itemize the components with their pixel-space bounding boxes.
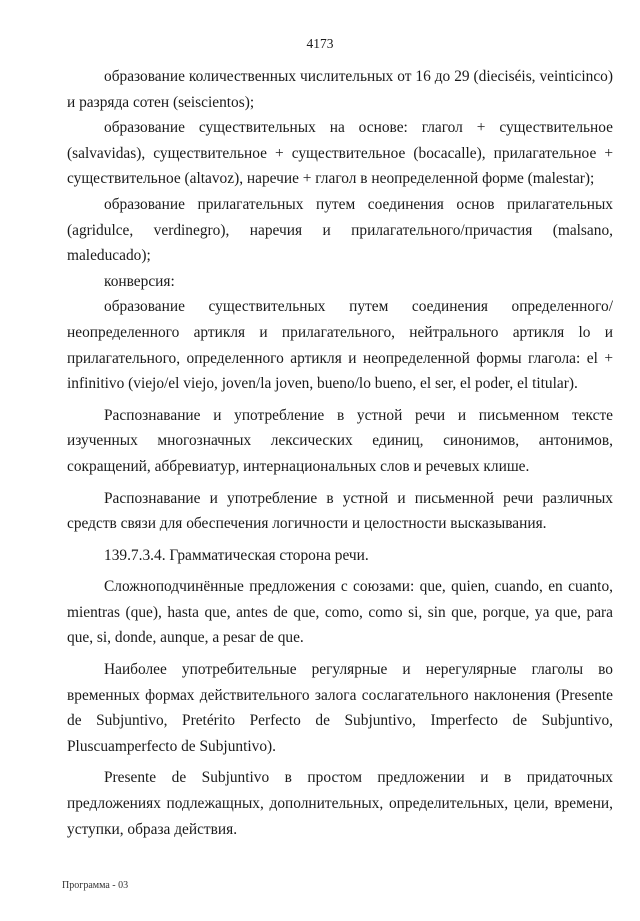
paragraph-noun-compounds: образование существительных на основе: глагол + существительное (salvavidas), существительное + существительное (bocacalle), прилагательное + существительное (altavoz), наречие + глагол в неопределенной форме (malestar);: [67, 119, 613, 188]
paragraph-adjective-compounds: образование прилагательных путем соединения основ прилагательных (agridulce, verdinegro), наречия и прилагательного/причастия (malsano, maleducado);: [67, 195, 613, 265]
paragraph-complex-sentences: Сложноподчинённые предложения с союзами: que, quien, cuando, en cuanto, mientras (que), hasta que, antes de que, como, como si, sin que, porque, ya que, para que, si, donde, aunque, a pesar de que.: [67, 578, 613, 647]
document-body: [67, 64, 613, 842]
paragraph-conversion: конверсия:: [104, 272, 175, 290]
page-number: 4173: [306, 36, 334, 51]
paragraph-lexical-units: Распознавание и употребление в устной речи и письменном тексте изученных многозначных лексических единиц, синонимов, антонимов, сокращений, аббревиатур, интернациональных слов и речевых клише.: [67, 406, 613, 475]
section-heading-grammar: 139.7.3.4. Грамматическая сторона речи.: [104, 546, 369, 564]
paragraph-presente-subjuntivo: Presente de Subjuntivo в простом предложении и в придаточных предложениях подлежащных, дополнительных, определительных, цели, времени, уступки, образа действия.: [67, 769, 613, 838]
paragraph-numerals: образование количественных числительных от 16 до 29 (dieciséis, veinticinco) и разряда сотен (seiscientos);: [67, 68, 613, 111]
paragraph-substantivization: образование существительных путем соединения определенного/неопределенного артикля и прилагательного, нейтрального артикля lo и прилагательного, определенного артикля и неопределенной формы глагола: el + infinitivo (viejo/el viejo, joven/la joven, bueno/lo bueno, el ser, el poder, el titular).: [67, 298, 613, 393]
paragraph-subjunctive-forms: Наиболее употребительные регулярные и нерегулярные глаголы во временных формах действительного залога сослагательного наклонения (Presente de Subjuntivo, Pretérito Perfecto de Subjuntivo, Imperfecto de Subjuntivo, Pluscuamperfecto de Subjuntivo).: [67, 661, 613, 755]
paragraph-cohesion: Распознавание и употребление в устной и письменной речи различных средств связи для обеспечения логичности и целостности высказывания.: [67, 489, 613, 533]
page-footer: Программа - 03: [62, 880, 129, 891]
